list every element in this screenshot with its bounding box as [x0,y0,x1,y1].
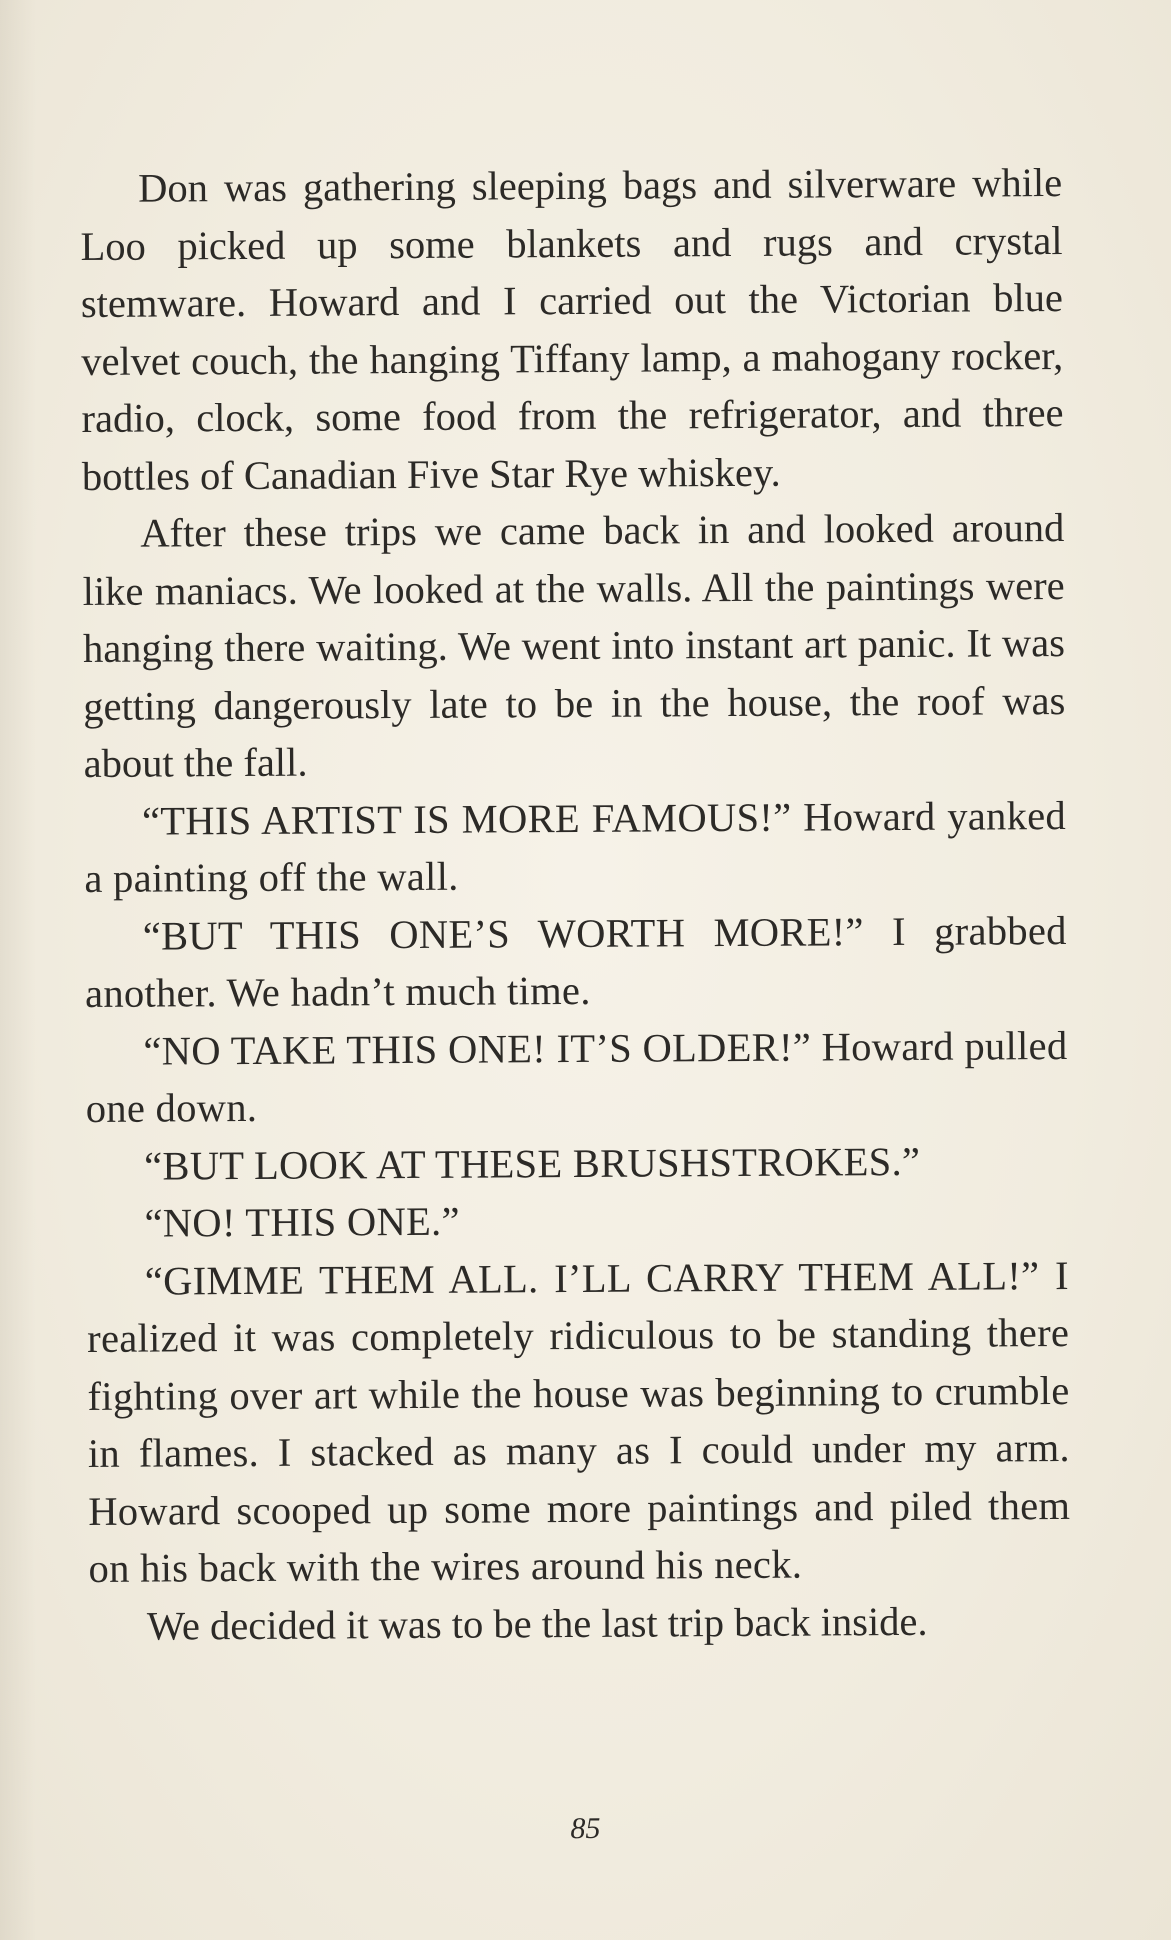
paragraph-brushstrokes: “BUT LOOK AT THESE BRUSHSTROKES.” [144,1138,921,1189]
paragraph-gathering-items: Don was gathering sleeping bags and silverware while Loo picked up some blankets and rugs and crystal stemware. Howard and I carried out the Victorian blue velvet couch, the hanging Tiffany lamp, a mahogany rocker, radio, clock, some food from the refrigerator, and three bottles of Canadian Five Star Rye whiskey. [80,160,1064,499]
body-text [80,154,1071,1655]
paragraph-older: “NO TAKE THIS ONE! IT’S OLDER!” Howard pulled one down. [85,1022,1068,1131]
paragraph-worth-more: “BUT THIS ONE’S WORTH MORE!” I grabbed another. We hadn’t much time. [84,907,1067,1016]
paragraph-this-one: “NO! THIS ONE.” [144,1198,460,1246]
paragraph-more-famous: “THIS ARTIST IS MORE FAMOUS!” Howard yanked a painting off the wall. [84,792,1067,901]
page-number: 85 [570,1811,601,1846]
paragraph-art-panic: After these trips we came back in and looked around like maniacs. We looked at the walls. All the paintings were hanging there waiting. We went into instant art panic. It was getting dangerously late to be in the house, the roof was about the fall. [82,504,1066,786]
paragraph-carry-them-all: “GIMME THEM ALL. I’LL CARRY THEM ALL!” I realized it was completely ridiculous to be standing there fighting over art while the house was beginning to crumble in flames. I stacked as many as I could under my arm. Howard scooped up some more paintings and piled them on his back with the wires around his neck. [87,1252,1071,1591]
paragraph-last-trip: We decided it was to be the last trip back inside. [146,1598,928,1649]
